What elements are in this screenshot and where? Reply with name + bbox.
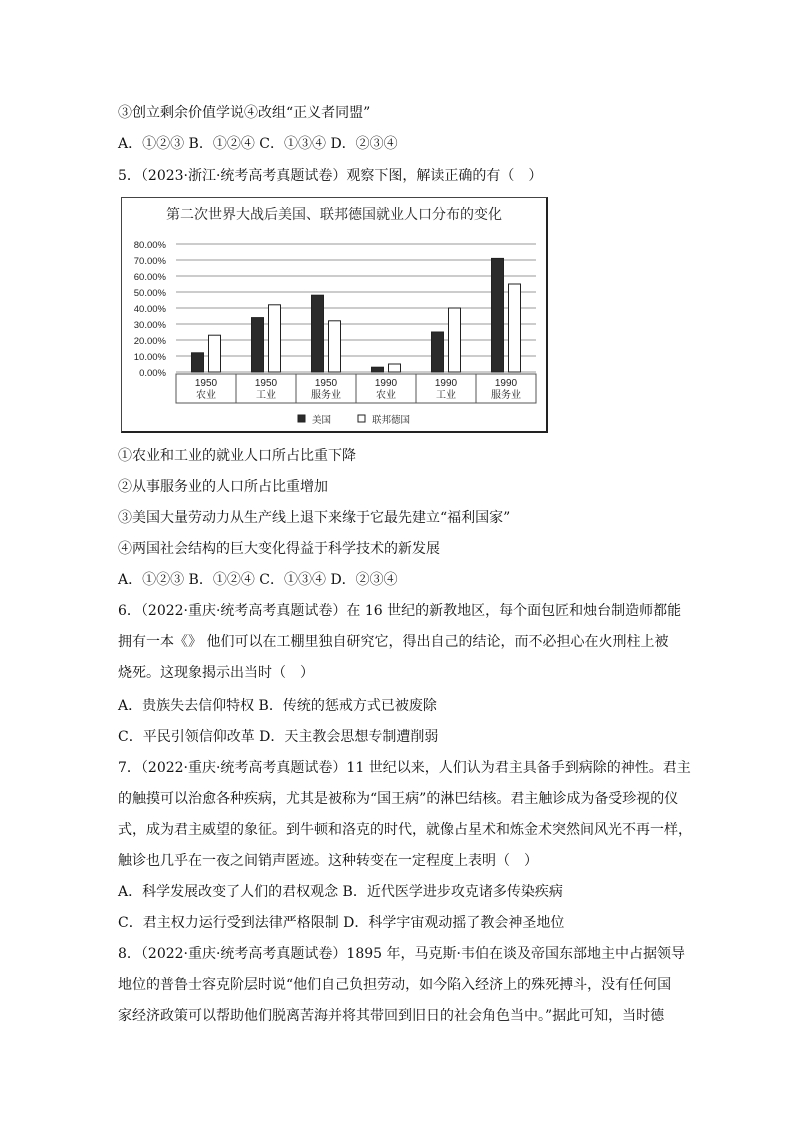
y-tick-label: 70.00% (133, 256, 166, 267)
question-7-stem: 7．（2022·重庆·统考高考真题试卷）11 世纪以来，人们认为君主具备手到病除的神性。君主 (118, 760, 691, 776)
x-tick-sector: 农业 (376, 390, 396, 401)
x-tick-year: 1990 (374, 378, 398, 389)
question-6-stem: 6．（2022·重庆·统考高考真题试卷）在 16 世纪的新教地区，每个面包匠和烛台制造师都能 (118, 603, 682, 619)
answer-options: A．①②③ B．①②④ C．①③④ D．②③④ (118, 136, 398, 152)
bar-west-germany (509, 284, 521, 372)
question-8-stem: 8．（2022·重庆·统考高考真题试卷）1895 年，马克斯·韦伯在谈及帝国东部地主中占据领导 (118, 946, 685, 962)
y-tick-label: 20.00% (133, 336, 166, 347)
y-tick-label: 0.00% (139, 368, 166, 379)
question-7-stem: 触诊也几乎在一夜之间销声匿迹。这种转变在一定程度上表明（ ） (118, 853, 538, 869)
legend-swatch (298, 415, 305, 422)
answer-options: A．科学发展改变了人们的君权观念 B．近代医学进步攻克诸多传染疾病 (118, 884, 563, 900)
y-tick-label: 80.00% (133, 240, 166, 251)
y-tick-label: 40.00% (133, 304, 166, 315)
bar-west-germany (209, 335, 221, 372)
chart-title: 第二次世界大战后美国、联邦德国就业人口分布的变化 (166, 207, 502, 223)
y-tick-label: 10.00% (133, 352, 166, 363)
answer-options: A．贵族失去信仰特权 B．传统的惩戒方式已被废除 (118, 698, 437, 714)
bar-usa (312, 295, 324, 372)
chart-frame (121, 197, 548, 433)
statement-4: ④两国社会结构的巨大变化得益于科学技术的新发展 (118, 541, 440, 557)
question-8-stem: 地位的普鲁士容克阶层时说“他们自己负担劳动，如今陷入经济上的殊死搏斗，没有任何国 (118, 977, 672, 993)
answer-options: C．君主权力运行受到法律严格限制 D．科学宇宙观动摇了教会神圣地位 (118, 915, 565, 931)
question-8-stem: 家经济政策可以帮助他们脱离苦海并将其带回到旧日的社会角色当中。”据此可知，当时德 (118, 1008, 665, 1024)
x-tick-year: 1990 (494, 378, 518, 389)
x-tick-sector: 工业 (256, 390, 276, 401)
x-tick-sector: 工业 (436, 390, 456, 401)
x-tick-sector: 服务业 (491, 390, 521, 401)
legend-label: 美国 (312, 415, 332, 426)
question-7-stem: 式，成为君主威望的象征。到牛顿和洛克的时代，就像占星术和炼金术突然间风光不再一样， (118, 822, 692, 838)
x-tick-year: 1950 (314, 378, 338, 389)
x-tick-year: 1950 (194, 378, 218, 389)
x-tick-sector: 服务业 (311, 390, 341, 401)
y-tick-label: 60.00% (133, 272, 166, 283)
question-6-stem: 烧死。这现象揭示出当时（ ） (118, 665, 314, 681)
text-line: ③创立剩余价值学说④改组“正义者同盟” (118, 105, 371, 121)
bar-west-germany (269, 305, 281, 372)
answer-options: C．平民引领信仰改革 D．天主教会思想专制遭削弱 (118, 729, 439, 745)
question-6-stem: 拥有一本《》 他们可以在工棚里独自研究它，得出自己的结论，而不必担心在火刑柱上被 (118, 634, 669, 650)
statement-3: ③美国大量劳动力从生产线上退下来缘于它最先建立“福利国家” (118, 510, 511, 526)
bar-west-germany (329, 321, 341, 372)
bar-usa (372, 367, 384, 372)
legend-label: 联邦德国 (372, 415, 411, 426)
x-tick-year: 1990 (434, 378, 458, 389)
answer-options: A．①②③ B．①②④ C．①③④ D．②③④ (118, 572, 398, 588)
x-tick-year: 1950 (254, 378, 278, 389)
question-5-stem: 5．（2023·浙江·统考高考真题试卷）观察下图，解读正确的有（ ） (118, 168, 543, 184)
bar-usa (192, 353, 204, 372)
bar-usa (492, 258, 504, 372)
y-tick-label: 30.00% (133, 320, 166, 331)
bar-usa (252, 318, 264, 372)
bar-west-germany (449, 308, 461, 372)
question-7-stem: 的触摸可以治愈各种疾病，尤其是被称为“国王病”的淋巴结核。君主触诊成为备受珍视的仪 (118, 791, 679, 807)
x-tick-sector: 农业 (196, 390, 216, 401)
y-tick-label: 50.00% (133, 288, 166, 299)
bar-chart (122, 198, 546, 431)
statement-1: ①农业和工业的就业人口所占比重下降 (118, 448, 356, 464)
bar-usa (432, 332, 444, 372)
statement-2: ②从事服务业的人口所占比重增加 (118, 479, 328, 495)
bar-west-germany (389, 364, 401, 372)
legend-swatch (358, 415, 365, 422)
